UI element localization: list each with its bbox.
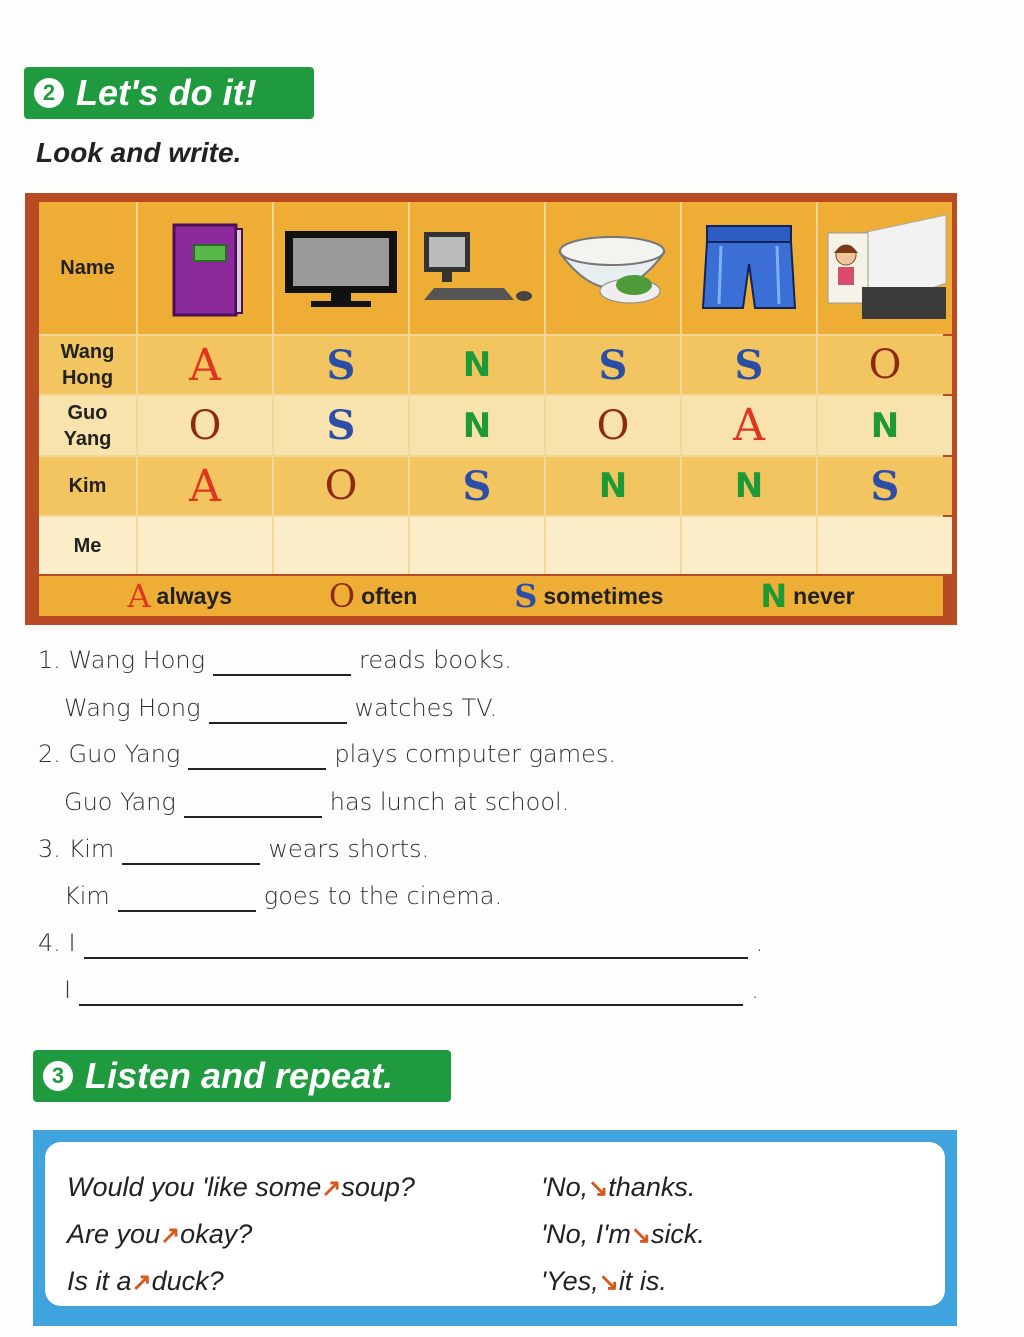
frequency-cell <box>410 396 544 455</box>
sentence-start: Guo Yang <box>64 788 176 816</box>
cinema-icon <box>818 202 952 334</box>
frequency-cell <box>818 517 952 574</box>
legend <box>39 576 943 616</box>
falling-intonation-icon: ↘ <box>630 1222 651 1249</box>
answer-blank[interactable] <box>84 929 748 959</box>
frequency-cell <box>138 336 272 394</box>
section-title: Listen and repeat. <box>85 1055 394 1096</box>
frequency-letter: N <box>870 405 900 446</box>
row-name: Me <box>39 517 136 574</box>
tv-icon <box>274 202 408 334</box>
answer-end: it is. <box>618 1266 667 1296</box>
legend-letter: N <box>760 577 788 615</box>
question-line <box>67 1219 252 1250</box>
answer-blank[interactable] <box>184 788 322 818</box>
frequency-letter: N <box>734 466 764 506</box>
row-name: Kim <box>39 457 136 515</box>
frequency-letter: O <box>868 342 902 388</box>
sentence-start: 3. Kim <box>38 835 115 863</box>
question-line <box>67 1266 224 1297</box>
frequency-cell <box>546 336 680 394</box>
exercise-sentence <box>38 929 763 959</box>
frequency-letter: O <box>596 402 630 449</box>
frequency-letter: S <box>326 341 356 389</box>
answer-line <box>541 1219 705 1250</box>
frequency-letter: S <box>326 402 356 449</box>
question-end: soup? <box>341 1172 415 1202</box>
book-icon <box>138 202 272 334</box>
sentence-end: has lunch at school. <box>329 788 570 816</box>
exercise-sentence <box>64 976 759 1006</box>
frequency-cell <box>138 457 272 515</box>
answer-end: thanks. <box>608 1172 696 1202</box>
computer-icon <box>410 202 544 334</box>
exercise-sentence <box>64 882 502 912</box>
frequency-cell <box>682 457 816 515</box>
legend-label: always <box>156 582 232 609</box>
answer-blank[interactable] <box>188 740 326 770</box>
sentence-start: I <box>64 976 72 1004</box>
rising-intonation-icon: ↗ <box>160 1222 181 1249</box>
frequency-cell <box>410 457 544 515</box>
answer-start: 'No, I'm <box>541 1219 631 1249</box>
legend-item <box>760 577 854 615</box>
question-start: Are you <box>67 1219 161 1249</box>
sentence-end: wears shorts. <box>268 835 430 863</box>
frequency-cell <box>546 517 680 574</box>
frequency-letter: N <box>462 405 492 446</box>
falling-intonation-icon: ↘ <box>598 1269 619 1296</box>
frequency-cell <box>682 396 816 455</box>
frequency-table <box>25 193 957 625</box>
answer-blank[interactable] <box>79 976 743 1006</box>
legend-item <box>514 577 663 615</box>
answer-blank[interactable] <box>118 882 256 912</box>
frequency-cell <box>682 336 816 394</box>
row-name: Wang Hong <box>39 336 136 394</box>
legend-item <box>329 577 417 615</box>
rising-intonation-icon: ↗ <box>321 1175 342 1202</box>
frequency-letter: O <box>324 463 358 509</box>
frequency-cell <box>818 396 952 455</box>
sentence-end: goes to the cinema. <box>263 882 503 910</box>
frequency-letter: A <box>189 339 221 391</box>
name-header: Name <box>39 202 136 334</box>
sentence-end: reads books. <box>359 646 512 674</box>
frequency-letter: N <box>598 466 628 506</box>
frequency-letter: S <box>734 341 764 389</box>
frequency-letter: S <box>598 341 628 389</box>
instruction: Look and write. <box>36 137 242 168</box>
legend-letter: O <box>328 577 356 615</box>
legend-label: sometimes <box>543 582 664 609</box>
frequency-cell <box>410 336 544 394</box>
legend-item <box>127 577 232 615</box>
sentence-start: 1. Wang Hong <box>38 646 206 674</box>
question-end: duck? <box>151 1266 224 1296</box>
frequency-letter: S <box>462 462 492 510</box>
frequency-cell <box>410 517 544 574</box>
sentence-start: Wang Hong <box>64 694 201 722</box>
row-name: Guo Yang <box>39 396 136 455</box>
exercise-sentence <box>38 646 512 676</box>
exercise-sentence <box>64 694 497 724</box>
frequency-cell <box>546 396 680 455</box>
section-3-header <box>33 1050 451 1102</box>
frequency-letter: O <box>188 402 222 449</box>
legend-letter: S <box>514 577 538 615</box>
frequency-cell <box>818 336 952 394</box>
frequency-letter: S <box>870 462 900 510</box>
legend-label: never <box>793 582 855 609</box>
frequency-cell <box>274 517 408 574</box>
frequency-letter: N <box>462 345 492 385</box>
frequency-letter: A <box>189 460 221 512</box>
sentence-start: 4. I <box>38 929 76 957</box>
frequency-cell <box>274 457 408 515</box>
answer-blank[interactable] <box>209 694 347 724</box>
sentence-end: watches TV. <box>354 694 498 722</box>
falling-intonation-icon: ↘ <box>588 1175 609 1202</box>
sentence-start: Kim <box>64 882 110 910</box>
shorts-icon <box>682 202 816 334</box>
question-start: Would you 'like some <box>67 1172 322 1202</box>
rising-intonation-icon: ↗ <box>131 1269 152 1296</box>
exercise-sentence <box>38 740 616 770</box>
frequency-cell <box>818 457 952 515</box>
listen-and-repeat-box <box>33 1130 957 1326</box>
frequency-cell <box>138 396 272 455</box>
frequency-cell <box>274 336 408 394</box>
frequency-letter: A <box>733 400 765 451</box>
answer-line <box>541 1266 667 1297</box>
question-line <box>67 1172 415 1203</box>
frequency-cell <box>682 517 816 574</box>
sentence-start: 2. Guo Yang <box>38 740 181 768</box>
answer-start: 'Yes, <box>541 1266 599 1296</box>
frequency-cell <box>274 396 408 455</box>
question-end: okay? <box>180 1219 253 1249</box>
answer-blank[interactable] <box>213 646 351 676</box>
sentence-end: . <box>755 929 764 957</box>
section-number: 2 <box>34 78 64 108</box>
answer-end: sick. <box>650 1219 705 1249</box>
section-title: Let's do it! <box>76 72 257 113</box>
lunch-icon <box>546 202 680 334</box>
section-2-header <box>24 67 314 119</box>
legend-label: often <box>361 582 418 609</box>
answer-line <box>541 1172 695 1203</box>
sentence-end: plays computer games. <box>334 740 617 768</box>
legend-letter: A <box>127 577 151 615</box>
sentence-end: . <box>751 976 759 1004</box>
frequency-cell <box>138 517 272 574</box>
answer-blank[interactable] <box>122 835 260 865</box>
question-start: Is it a <box>67 1266 132 1296</box>
frequency-cell <box>546 457 680 515</box>
section-number: 3 <box>43 1061 73 1091</box>
answer-start: 'No, <box>541 1172 589 1202</box>
exercise-sentence <box>64 788 569 818</box>
exercise-sentence <box>38 835 429 865</box>
